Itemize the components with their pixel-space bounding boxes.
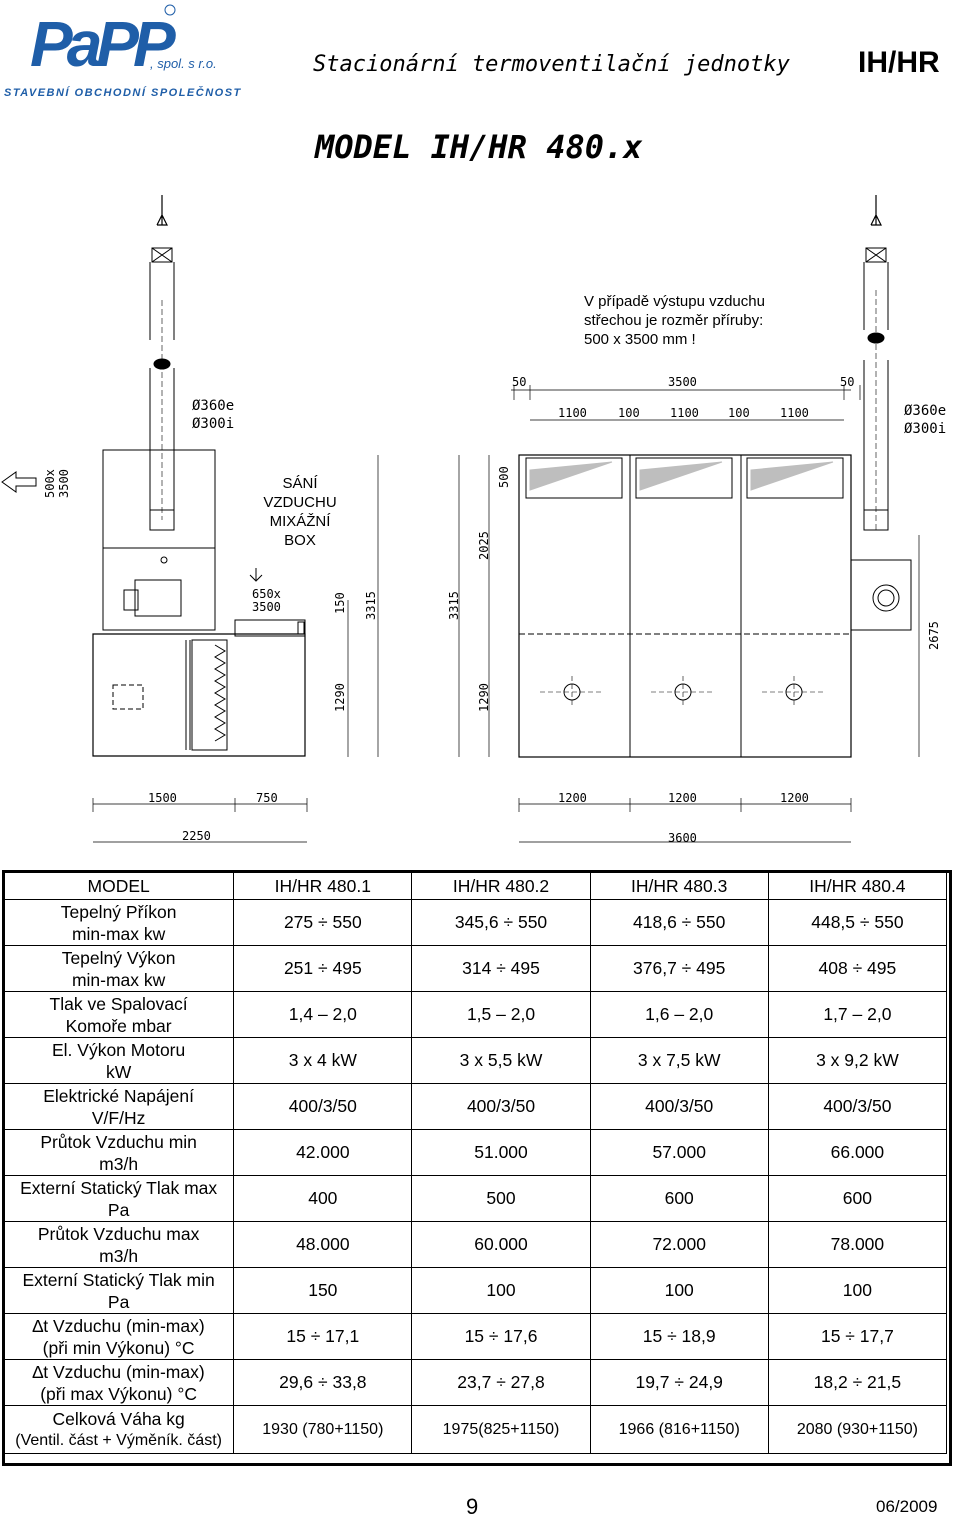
table-row xyxy=(4,1130,947,1176)
row-label xyxy=(4,1176,234,1222)
logo-suffix-text: , spol. s r.o. xyxy=(150,56,217,71)
row-label xyxy=(4,1222,234,1268)
table-cell: 57.000 xyxy=(590,1130,768,1176)
dim-h3315-a: 3315 xyxy=(364,591,378,620)
row-label-line2: V/F/Hz xyxy=(91,1107,146,1128)
table-row xyxy=(4,1176,947,1222)
product-code: IH/HR xyxy=(858,46,940,79)
dim-1100-a: 1100 xyxy=(558,406,587,420)
table-cell: 15 ÷ 17,7 xyxy=(768,1314,946,1360)
row-label-line1: Průtok Vzduchu min xyxy=(40,1131,197,1152)
row-label xyxy=(4,1084,234,1130)
table-row xyxy=(4,1360,947,1406)
table-cell: 1,6 – 2,0 xyxy=(590,992,768,1038)
box-label-line: SÁNÍ xyxy=(282,475,318,492)
table-cell: 100 xyxy=(768,1268,946,1314)
col-header: IH/HR 480.4 xyxy=(768,873,946,900)
col-header: IH/HR 480.2 xyxy=(412,873,590,900)
table-cell: 1975(825+1150) xyxy=(412,1406,590,1454)
mixing-box-label xyxy=(240,474,360,550)
box-label-line: MIXÁŽNÍ xyxy=(269,513,331,530)
table-cell: 1,4 – 2,0 xyxy=(234,992,412,1038)
row-label-line1: Průtok Vzduchu max xyxy=(37,1223,200,1244)
row-label-line2: m3/h xyxy=(99,1245,139,1266)
dim-h2675: 2675 xyxy=(927,621,941,650)
dim-side-500x: 500x xyxy=(43,469,57,498)
note-line: V případě výstupu vzduchu xyxy=(584,293,765,310)
dim-d360e: Ø360e xyxy=(192,398,235,414)
row-label-line2: kW xyxy=(105,1061,132,1082)
table-cell: 1,7 – 2,0 xyxy=(768,992,946,1038)
note-line: 500 x 3500 mm ! xyxy=(584,331,696,348)
table-cell: 500 xyxy=(412,1176,590,1222)
table-cell: 1,5 – 2,0 xyxy=(412,992,590,1038)
row-label-line1: Externí Statický Tlak min xyxy=(22,1269,215,1290)
dim-1200-c: 1200 xyxy=(780,791,809,805)
table-cell: 100 xyxy=(412,1268,590,1314)
row-label xyxy=(4,992,234,1038)
row-label-line1: ∆t Vzduchu (min-max) xyxy=(32,1361,205,1382)
table-cell: 100 xyxy=(590,1268,768,1314)
dim-1200-b: 1200 xyxy=(668,791,697,805)
dim-h3315-b: 3315 xyxy=(447,591,461,620)
table-cell: 400/3/50 xyxy=(234,1084,412,1130)
table-cell: 3 x 7,5 kW xyxy=(590,1038,768,1084)
table-cell: 314 ÷ 495 xyxy=(412,946,590,992)
dim-flange-3500: 3500 xyxy=(252,600,281,614)
table-cell: 2080 (930+1150) xyxy=(768,1406,946,1454)
box-label-line: VZDUCHU xyxy=(263,494,337,511)
dimension-lines xyxy=(93,385,919,842)
dim-3600: 3600 xyxy=(668,831,697,845)
dim-d300i-right: Ø300i xyxy=(904,421,947,437)
table-cell: 15 ÷ 17,6 xyxy=(412,1314,590,1360)
dim-h1290-a: 1290 xyxy=(333,683,347,712)
logo-tagline: STAVEBNÍ OBCHODNÍ SPOLEČNOST xyxy=(4,87,242,99)
row-label xyxy=(4,1314,234,1360)
row-label-line2: (při max Výkonu) °C xyxy=(40,1383,197,1404)
model-title: MODEL IH/HR 480.x xyxy=(315,128,643,166)
row-label-line2: Komoře mbar xyxy=(65,1015,172,1036)
row-label-line2: min-max kw xyxy=(71,969,166,990)
dim-1200-a: 1200 xyxy=(558,791,587,805)
table-cell: 60.000 xyxy=(412,1222,590,1268)
row-label-line1: Externí Statický Tlak max xyxy=(20,1177,218,1198)
table-cell: 418,6 ÷ 550 xyxy=(590,900,768,946)
row-label-line1: Celková Váha kg xyxy=(52,1408,185,1429)
row-label-line2: min-max kw xyxy=(71,923,166,944)
table-cell: 400/3/50 xyxy=(590,1084,768,1130)
row-label xyxy=(4,1268,234,1314)
row-label xyxy=(4,1360,234,1406)
table-cell: 150 xyxy=(234,1268,412,1314)
dim-3500: 3500 xyxy=(668,375,697,389)
row-label-line1: Elektrické Napájení xyxy=(43,1085,194,1106)
table-cell: 18,2 ÷ 21,5 xyxy=(768,1360,946,1406)
table-row xyxy=(4,1222,947,1268)
dim-d300i: Ø300i xyxy=(192,416,235,432)
logo-main-text: PaPP xyxy=(30,8,170,80)
row-label-line2: (při min Výkonu) °C xyxy=(42,1337,195,1358)
table-cell: 408 ÷ 495 xyxy=(768,946,946,992)
row-label-line1: Tepelný Výkon xyxy=(61,947,176,968)
table-cell: 376,7 ÷ 495 xyxy=(590,946,768,992)
row-label xyxy=(4,1130,234,1176)
note-line: střechou je rozměr příruby: xyxy=(584,312,764,329)
papp-logo xyxy=(0,0,280,100)
dim-50-left: 50 xyxy=(512,375,527,389)
table-cell: 600 xyxy=(590,1176,768,1222)
table-cell: 600 xyxy=(768,1176,946,1222)
table-cell: 29,6 ÷ 33,8 xyxy=(234,1360,412,1406)
table-cell: 72.000 xyxy=(590,1222,768,1268)
table-cell: 448,5 ÷ 550 xyxy=(768,900,946,946)
table-cell: 23,7 ÷ 27,8 xyxy=(412,1360,590,1406)
col-header: IH/HR 480.3 xyxy=(590,873,768,900)
document-title: Stacionární termoventilační jednotky xyxy=(313,52,790,77)
row-label-line1: Tepelný Příkon xyxy=(60,901,177,922)
dim-h150: 150 xyxy=(333,592,347,614)
row-label-line2: Pa xyxy=(107,1199,130,1220)
dim-d360e-right: Ø360e xyxy=(904,403,947,419)
table-cell: 275 ÷ 550 xyxy=(234,900,412,946)
technical-drawing xyxy=(0,180,960,860)
table-cell: 3 x 9,2 kW xyxy=(768,1038,946,1084)
row-label-line2: Pa xyxy=(107,1291,130,1312)
row-label-line2: m3/h xyxy=(99,1153,139,1174)
dim-h2025: 2025 xyxy=(477,531,491,560)
table-cell: 15 ÷ 18,9 xyxy=(590,1314,768,1360)
dim-1100-b: 1100 xyxy=(670,406,699,420)
row-label xyxy=(4,946,234,992)
table-cell: 400 xyxy=(234,1176,412,1222)
table-cell: 48.000 xyxy=(234,1222,412,1268)
table-cell: 400/3/50 xyxy=(768,1084,946,1130)
table-cell: 19,7 ÷ 24,9 xyxy=(590,1360,768,1406)
spec-table xyxy=(3,872,947,1454)
table-row xyxy=(4,1314,947,1360)
dim-h500: 500 xyxy=(497,466,511,488)
table-row xyxy=(4,1038,947,1084)
table-body xyxy=(4,900,947,1454)
row-label xyxy=(4,1038,234,1084)
table-cell: 251 ÷ 495 xyxy=(234,946,412,992)
row-label-line1: Tlak ve Spalovací xyxy=(49,993,188,1014)
table-row xyxy=(4,992,947,1038)
table-cell: 345,6 ÷ 550 xyxy=(412,900,590,946)
page-date: 06/2009 xyxy=(876,1497,938,1516)
table-cell: 42.000 xyxy=(234,1130,412,1176)
table-cell: 400/3/50 xyxy=(412,1084,590,1130)
table-row xyxy=(4,1268,947,1314)
col-header: IH/HR 480.1 xyxy=(234,873,412,900)
page-number: 9 xyxy=(466,1494,479,1519)
table-row xyxy=(4,1406,947,1454)
box-label-line: BOX xyxy=(284,532,316,549)
table-row xyxy=(4,900,947,946)
dim-1500: 1500 xyxy=(148,791,177,805)
table-cell: 78.000 xyxy=(768,1222,946,1268)
row-label-line2: (Ventil. část + Výměník. část) xyxy=(15,1431,222,1449)
row-label-line1: ∆t Vzduchu (min-max) xyxy=(32,1315,205,1336)
row-label xyxy=(4,1406,234,1454)
dim-100-a: 100 xyxy=(618,406,640,420)
right-unit-drawing xyxy=(519,195,911,757)
dim-100-b: 100 xyxy=(728,406,750,420)
dim-1100-c: 1100 xyxy=(780,406,809,420)
row-label xyxy=(4,900,234,946)
table-cell: 1966 (816+1150) xyxy=(590,1406,768,1454)
table-cell: 3 x 4 kW xyxy=(234,1038,412,1084)
dim-h1290-b: 1290 xyxy=(477,683,491,712)
dim-2250: 2250 xyxy=(182,829,211,843)
table-cell: 3 x 5,5 kW xyxy=(412,1038,590,1084)
dim-750: 750 xyxy=(256,791,278,805)
row-label-line1: El. Výkon Motoru xyxy=(51,1039,186,1060)
table-cell: 15 ÷ 17,1 xyxy=(234,1314,412,1360)
table-row xyxy=(4,1084,947,1130)
col-header: MODEL xyxy=(4,873,234,900)
dim-50-right: 50 xyxy=(840,375,855,389)
table-cell: 1930 (780+1150) xyxy=(234,1406,412,1454)
dim-flange-650x: 650x xyxy=(252,587,281,601)
table-cell: 51.000 xyxy=(412,1130,590,1176)
table-cell: 66.000 xyxy=(768,1130,946,1176)
dim-side-3500: 3500 xyxy=(57,469,71,498)
table-header-row xyxy=(4,873,947,900)
table-row xyxy=(4,946,947,992)
flange-note xyxy=(584,292,765,349)
